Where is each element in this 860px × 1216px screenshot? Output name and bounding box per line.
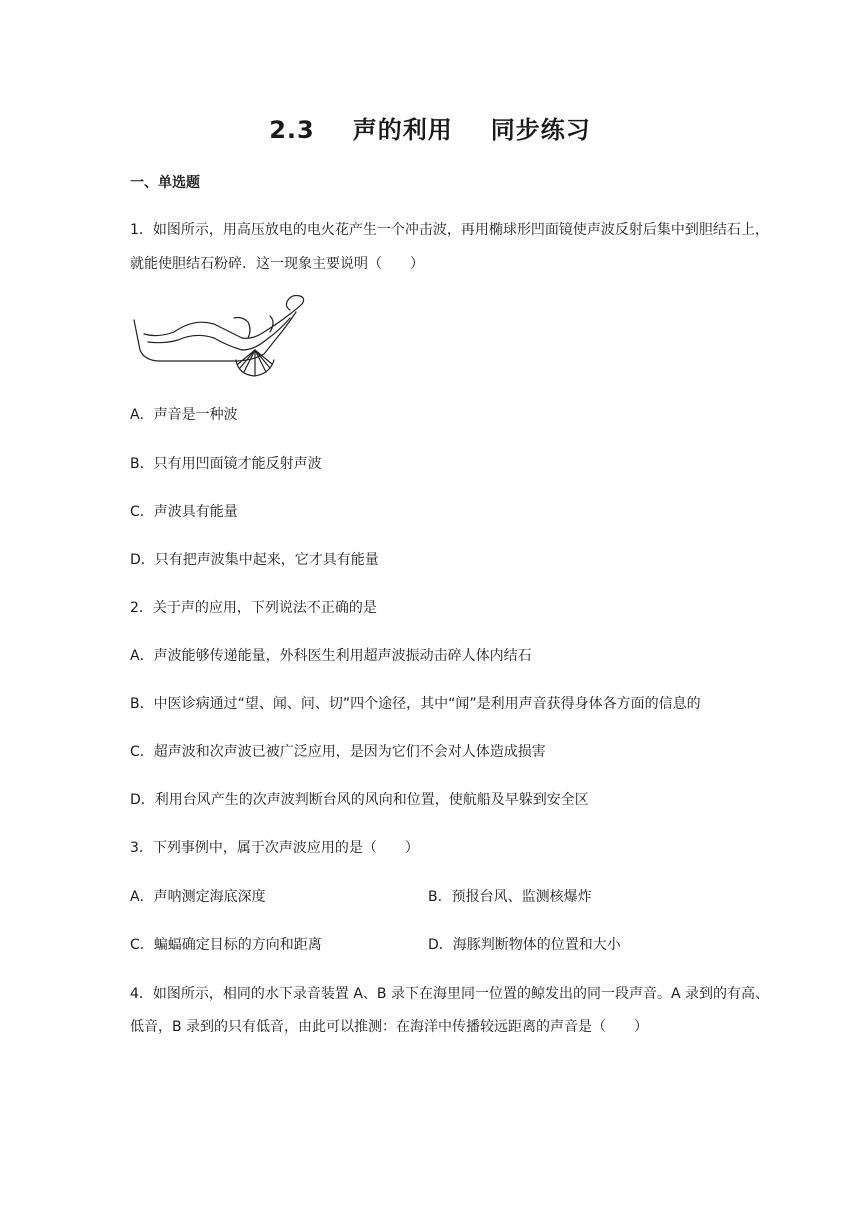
q2-stem: 2．关于声的应用，下列说法不正确的是 <box>130 600 377 616</box>
q3-option-a: A．声呐测定海底深度 <box>130 889 266 905</box>
q1-option-a: A．声音是一种波 <box>130 407 238 423</box>
q1-stem-line2: 就能使胆结石粉碎．这一现象主要说明（ ） <box>130 256 424 272</box>
title-subtitle: 同步练习 <box>490 116 591 144</box>
q1-option-b: B．只有用凹面镜才能反射声波 <box>130 456 322 472</box>
q2-option-d: D．利用台风产生的次声波判断台风的风向和位置，使航船及早躲到安全区 <box>130 792 589 808</box>
q3-option-b: B．预报台风、监测核爆炸 <box>428 889 592 905</box>
lithotripsy-figure <box>130 294 310 382</box>
title-number: 2.3 <box>269 116 315 144</box>
section-heading: 一、单选题 <box>130 175 200 191</box>
q3-stem: 3．下列事例中，属于次声波应用的是（ ） <box>130 840 419 856</box>
q2-option-b: B．中医诊病通过“望、闻、问、切”四个途径，其中“闻”是利用声音获得身体各方面的信息的 <box>130 696 701 712</box>
q2-option-a: A．声波能够传递能量，外科医生利用超声波振动击碎人体内结石 <box>130 648 532 664</box>
page-title <box>0 110 860 145</box>
q1-stem-line1: 1．如图所示，用高压放电的电火花产生一个冲击波，再用椭球形凹面镜使声波反射后集中到胆结石上， <box>130 222 769 238</box>
q3-option-c: C．蝙蝠确定目标的方向和距离 <box>130 937 322 953</box>
title-topic: 声的利用 <box>352 116 453 144</box>
q4-stem-line1: 4．如图所示，相同的水下录音装置 A、B 录下在海里同一位置的鲸发出的同一段声音。A 录到的有高、 <box>130 986 770 1002</box>
q1-option-d: D．只有把声波集中起来，它才具有能量 <box>130 552 379 568</box>
q2-option-c: C．超声波和次声波已被广泛应用，是因为它们不会对人体造成损害 <box>130 744 546 760</box>
q4-stem-line2: 低音，B 录到的只有低音，由此可以推测：在海洋中传播较远距离的声音是（ ） <box>130 1019 649 1035</box>
q3-option-d: D．海豚判断物体的位置和大小 <box>428 937 621 953</box>
q1-option-c: C．声波具有能量 <box>130 504 238 520</box>
